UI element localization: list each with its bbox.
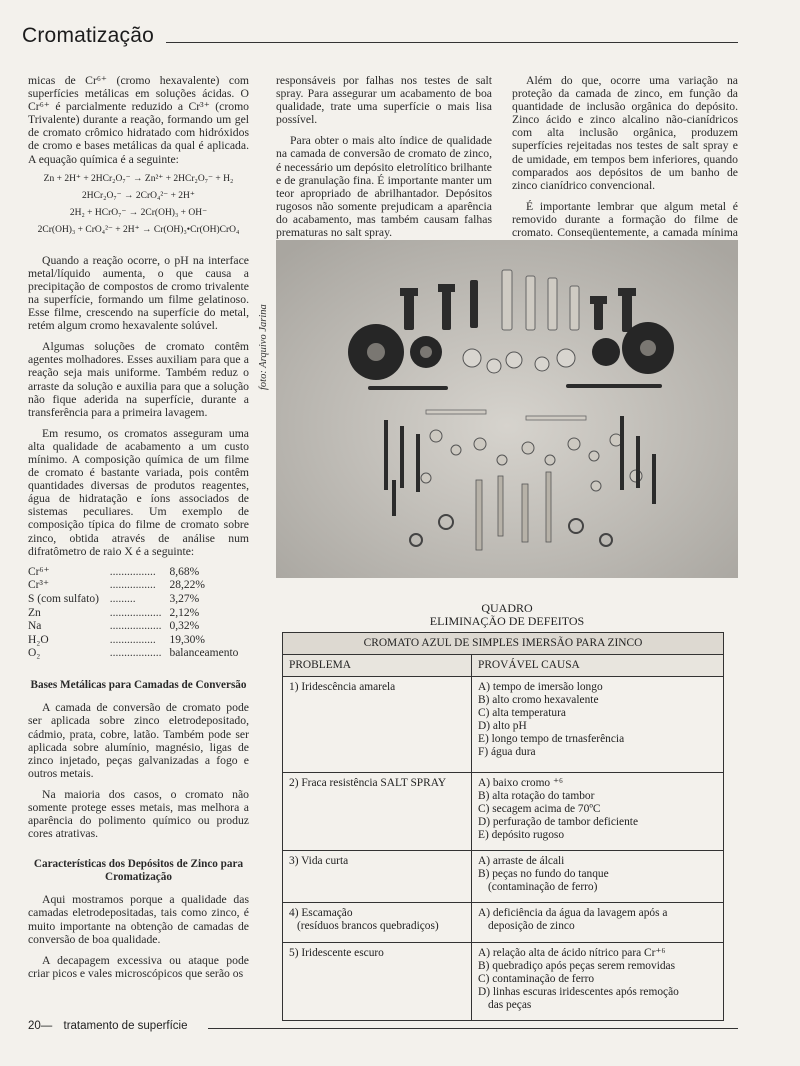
right-paragraph-2: É importante lembrar que algum metal é removido durante a formação do filme de cromato. Conseqüentemente, a camada mínima (512, 199, 738, 240)
cause-item: B) quebradiço após peças serem removidas (478, 960, 676, 972)
defect-row (283, 677, 724, 773)
composition-value: 3,27% (169, 592, 200, 605)
photo-credit: foto: Arquivo Jarina (258, 304, 269, 390)
composition-table (28, 566, 249, 661)
cause-item: B) alta rotação do tambor (478, 790, 595, 802)
composition-row (28, 620, 249, 634)
problem-subtext: (resíduos brancos quebradiços) (297, 920, 439, 932)
left-paragraph-8: A decapagem excessiva ou ataque pode criar picos e vales microscópicos que serão os (28, 953, 249, 980)
defect-causes (472, 903, 724, 943)
page-header-title: Cromatização (22, 24, 154, 47)
cause-item: B) peças no fundo do tanque (478, 868, 609, 880)
equation-1: Zn + 2H⁺ + 2HCr₂O₇⁻ → Zn²⁺ + 2HCr₂O₇⁻ + H₂ (43, 173, 234, 184)
defect-problem (283, 851, 472, 903)
cause-item: C) secagem acima de 70ºC (478, 803, 601, 815)
composition-label: Cr³⁺ (28, 579, 50, 592)
defect-row (283, 851, 724, 903)
composition-dots: ................ (109, 565, 156, 578)
footer-rule (208, 1028, 738, 1029)
defect-problem (283, 903, 472, 943)
defect-row (283, 903, 724, 943)
header-rule (166, 42, 738, 43)
left-column (28, 74, 249, 988)
composition-dots: ......... (109, 592, 136, 605)
composition-label: H₂O (28, 633, 49, 646)
cause-item: das peças (488, 999, 532, 1011)
cause-item: A) relação alta de ácido nítrico para Cr⁺⁶ (478, 947, 666, 959)
page-footer (28, 1020, 188, 1032)
cause-item: deposição de zinco (488, 920, 575, 932)
composition-dots: .................. (109, 606, 162, 619)
problem-text: 2) Fraca resistência SALT SPRAY (289, 777, 447, 789)
middle-paragraph-2: Para obter o mais alto índice de qualidade na camada de conversão de cromato de zinco, é necessário um depósito eletrolítico brilhante e de granulação fina. É importante manter um teor apropriado de abrilhantador. Depósitos rugosos não somente prejudicam a aparência do acabamento, mas também causam falhas prematuras no salt spray. (276, 134, 492, 240)
cause-item: (contaminação de ferro) (488, 881, 598, 893)
composition-value: balanceamento (169, 647, 239, 660)
quadro-label: QUADRO (481, 601, 533, 615)
composition-dots: ................ (109, 633, 156, 646)
middle-paragraph-1: responsáveis por falhas nos testes de salt spray. Para assegurar um acabamento de boa qualidade, trate uma superfície o mais lisa possível. (276, 74, 492, 127)
composition-row (28, 607, 249, 621)
cause-item: A) arraste de álcali (478, 855, 565, 867)
defect-causes (472, 943, 724, 1021)
right-paragraph-1: Além do que, ocorre uma variação na proteção da camada de zinco, em função da quantidade de inclusão orgânica do depósito. Zinco ácido e zinco alcalino não-cianídricos com alta inclusão orgânica, produzem superfícies rejeitadas nos testes de salt spray e de umidade, em tempos bem inferiores, quando comparados aos depósitos de um banho de zinco cianídrico convencional. (512, 74, 738, 192)
composition-value: 0,32% (169, 620, 200, 633)
defect-causes (472, 773, 724, 851)
cause-item: C) alta temperatura (478, 707, 566, 719)
cause-item: E) longo tempo de trnasferência (478, 733, 625, 745)
middle-column (276, 74, 492, 247)
quadro-heading (276, 602, 738, 628)
cause-item: F) água dura (478, 746, 536, 758)
quadro-title: ELIMINAÇÃO DE DEFEITOS (429, 614, 585, 628)
fasteners-photo (276, 240, 738, 578)
defect-row (283, 773, 724, 851)
left-paragraph-1: micas de Cr⁶⁺ (cromo hexavalente) com superfícies metálicas em soluções ácidas. O Cr⁶⁺ é parcialmente reduzido a Cr³⁺ (cromo Trivalente) durante a reação, formando um gel de cromato crômico hidratado com hidróxidos de cromo e bases metálicas da qual é aplicada. A equação química é a seguinte: (28, 74, 249, 166)
defect-problem (283, 943, 472, 1021)
problem-text: 3) Vida curta (289, 855, 349, 867)
composition-label: Cr⁶⁺ (28, 565, 50, 578)
cause-item: B) alto cromo hexavalente (478, 694, 599, 706)
defect-causes (472, 677, 724, 773)
composition-label: Na (28, 620, 42, 633)
composition-value: 28,22% (169, 579, 205, 592)
defect-problem (283, 677, 472, 773)
cause-item: C) contaminação de ferro (478, 973, 595, 985)
magazine-name: tratamento de superfície (63, 1020, 188, 1032)
left-paragraph-7: Aqui mostramos porque a qualidade das camadas eletrodepositadas, tais como zinco, é muito importante na obtenção de camadas de conversão de boa qualidade. (28, 893, 249, 946)
composition-row (28, 566, 249, 580)
column-header-problem: PROBLEMA (283, 655, 472, 677)
cause-item: D) alto pH (478, 720, 527, 732)
left-paragraph-2: Quando a reação ocorre, o pH na interface metal/líquido aumenta, o que causa a precipitação de compostos de cromo trivalente na superfície, formando um filme gelatinoso. Esse filme, crescendo na superfície do metal, retém algum cromo hexavalente solúvel. (28, 253, 249, 333)
cause-item: A) tempo de imersão longo (478, 681, 603, 693)
composition-value: 19,30% (169, 633, 205, 646)
defect-row (283, 943, 724, 1021)
cause-item: A) baixo cromo ⁺⁶ (478, 777, 563, 789)
left-paragraph-3: Algumas soluções de cromato contêm agentes molhadores. Esses auxiliam para que a reação seja mais uniforme. Também reduz o arraste da solução e auxilia para que a solução não fique aderida na superfície, durante a transferência para a primeira lavagem. (28, 340, 249, 419)
column-header-cause: PROVÁVEL CAUSA (472, 655, 724, 677)
cause-item: D) perfuração de tambor deficiente (478, 816, 639, 828)
problem-text: 5) Iridescente escuro (289, 947, 384, 959)
composition-label: Zn (28, 606, 41, 619)
problem-text: 1) Iridescência amarela (289, 681, 396, 693)
composition-dots: ................ (109, 579, 156, 592)
page-number: 20— (28, 1020, 53, 1032)
defect-causes (472, 851, 724, 903)
equation-2: 2HCr₂O₇⁻ → 2CrO₄²⁻ + 2H⁺ (82, 190, 195, 201)
composition-value: 2,12% (169, 606, 200, 619)
defect-problem (283, 773, 472, 851)
left-paragraph-4: Em resumo, os cromatos asseguram uma alta qualidade de acabamento a um custo mínimo. A composição química de um filme de cromato é bastante variada, pois contêm quantidades diversas de produtos reagentes, água de hidratação e íons associados de sistemas peculiares. Um exemplo de composição típica do filme de cromato sobre zinco, obtida através de análise num difratômetro de raio X é a seguinte: (28, 426, 249, 558)
composition-value: 8,68% (169, 565, 200, 578)
composition-dots: .................. (109, 620, 162, 633)
problem-text: 4) Escamação (289, 907, 353, 919)
subheading-bases-metalicas: Bases Metálicas para Camadas de Conversão (30, 678, 247, 691)
cause-item: A) deficiência da água da lavagem após a (478, 907, 668, 919)
composition-row (28, 579, 249, 593)
fasteners-illustration (276, 240, 738, 578)
composition-row (28, 647, 249, 661)
composition-label: O₂ (28, 647, 41, 660)
left-paragraph-6: Na maioria dos casos, o cromato não somente protege esses metais, mas melhora a aparência do polimento químico ou produz cores atrativas. (28, 787, 249, 841)
composition-dots: .................. (109, 647, 162, 660)
right-column (512, 74, 738, 260)
composition-row (28, 593, 249, 607)
composition-label: S (com sulfato) (28, 592, 99, 605)
equation-3: 2H₂ + HCrO₇⁻ → 2Cr(OH)₃ + OH⁻ (69, 207, 208, 218)
equation-4: 2Cr(OH)₃ + CrO₄²⁻ + 2H⁺ → Cr(OH)₃•Cr(OH)CrO₄ (37, 224, 240, 235)
cause-item: D) linhas escuras iridescentes após remoção (478, 986, 679, 998)
cause-item: E) depósito rugoso (478, 829, 565, 841)
defects-table-title: CROMATO AZUL DE SIMPLES IMERSÃO PARA ZINCO (283, 633, 724, 655)
composition-row (28, 634, 249, 648)
chemical-equations (28, 174, 249, 236)
left-paragraph-5: A camada de conversão de cromato pode ser aplicada sobre zinco eletrodepositado, cádmio, prata, cobre, latão. Também pode ser aplicada sobre alumínio, magnésio, ligas de zinco injetado, peças galvanizadas a fogo e outros metais. (28, 701, 249, 780)
subheading-caracteristicas: Características dos Depósitos de Zinco para Cromatização (33, 858, 244, 883)
defects-table (282, 632, 724, 1021)
